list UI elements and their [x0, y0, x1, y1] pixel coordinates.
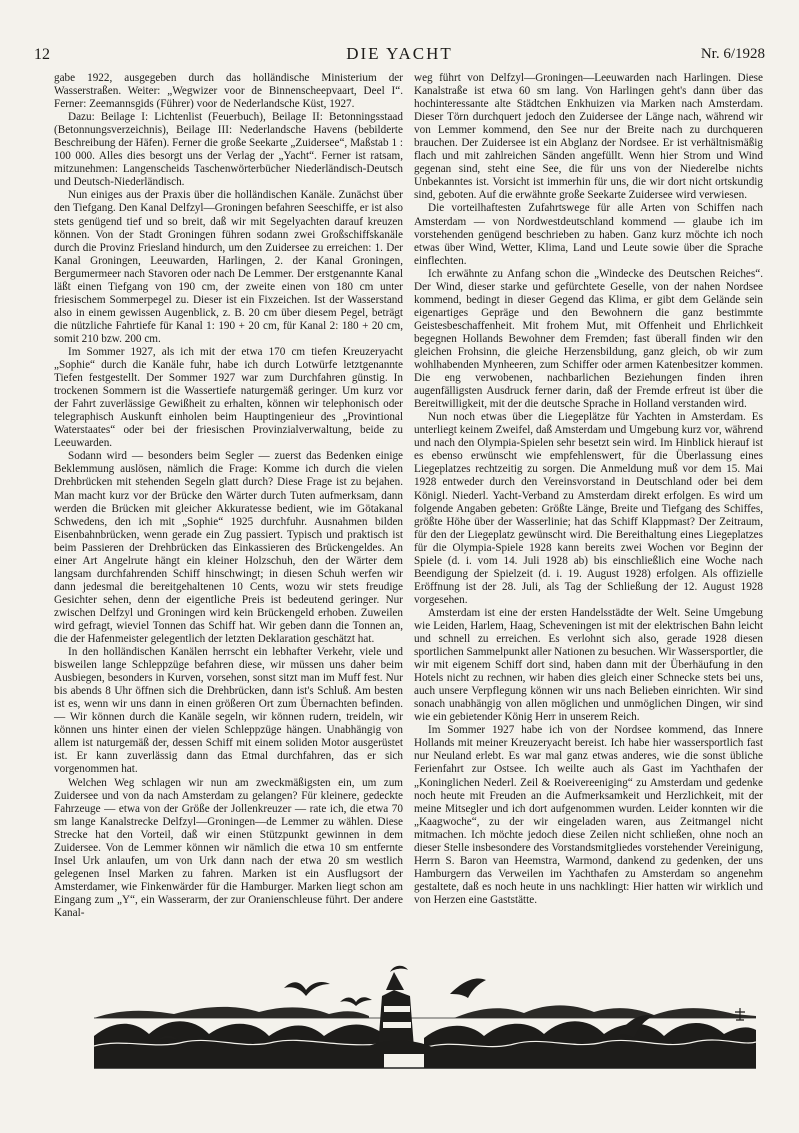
page-header [34, 44, 765, 66]
paragraph: Nun noch etwas über die Liegeplätze für Yachten in Amsterdam. Es unterliegt keinem Zweifel, daß Amsterdam und Umgebung kurz vor, während und nach den Olympia-Spielen sehr besetzt sein wird. Im Hinblick hierauf ist es ebenso erwünscht wie empfehlenswert, für die Überlassung eines Liegeplatzes rechtzeitig zu sorgen. Die Anmeldung muß vor dem 15. Mai 1928 entweder durch den Vereinsvorstand in Deutschland oder bei dem Königl. Niederl. Yacht-Verband zu Amsterdam direkt erfolgen. Es wird um folgende Angaben gebeten: Größte Länge, Breite und Tiefgang des Schiffes, größte Höhe über der Wasserlinie; hat das Schiff Klappmast? Der Zeitraum, für den der Liegeplatz gewünscht wird. Die Bereithaltung eines Liegeplatzes für die Olympia-Spiele 1928 kann bereits zwei Wochen vor Beginn der Spiele (d. i. vom 14. Juli 1928 ab) bis einschließlich eine Woche nach Beendigung der Spielzeit (d. i. 19. August 1928) erfolgen. Als offizielle Eröffnung ist der 28. Juli, als Tag der Schließung der 12. August 1928 vorgesehen. [414, 411, 763, 606]
left-column [54, 72, 403, 920]
hills [454, 1005, 756, 1018]
waves [94, 1021, 384, 1068]
paragraph: Dazu: Beilage I: Lichtenlist (Feuerbuch), Beilage II: Betonningsstaad (Betonnungsverzeichnis), Beilage III: Nederlandsche Havens (bebilderte Beschreibung der Häfen). Ferner die große Seekarte „Zuidersee“, Maßstab 1 : 100 000. Alles dies besorgt uns der Verlag der „Yacht“. Ferner ist ratsam, mitzunehmen: Langenscheids Taschenwörterbücher Niederländisch-Deutsch und Deutsch-Niederländisch. [54, 111, 403, 189]
seagull-icon [450, 979, 486, 998]
seascape-illustration [94, 950, 756, 1072]
paragraph: Nun einiges aus der Praxis über die holländischen Kanäle. Zunächst über den Tiefgang. Den Kanal Delfzyl—Groningen befahren Seeschiffe, er ist also stets genügend tief und so breit, daß wir mit Segelyachten darauf kreuzen können. Von der Stadt Groningen führen sodann zwei Großschiffskanäle durch die Provinz Friesland hindurch, um den Zuidersee zu erreichen: 1. Der Kanal Groningen, Leeuwarden, Harlingen, 2. der Kanal Groningen, Bergumermeer nach Stavoren oder nach De Lemmer. Der erstgenannte Kanal läßt einen Tiefgang von 190 cm, der zweite einen von 180 cm unter friesischem Sommerpegel zu. Dieser ist ein Fixzeichen. Ist der Wasserstand also in einem gewissen Augenblick, z. B. 20 cm über diesem Pegel, beträgt die nützliche Fahrtiefe für Kanal 1: 190 + 20 cm, für Kanal 2: 180 + 20 cm, somit 210 bzw. 200 cm. [54, 189, 403, 345]
issue-number: Nr. 6/1928 [700, 46, 765, 62]
hills [94, 1007, 369, 1018]
paragraph: Ich erwähnte zu Anfang schon die „Windecke des Deutschen Reiches“. Der Wind, dieser starke und gefürchtete Geselle, von der nahen Nordsee kommend, bedingt in dieser Gegend das Klima, er gibt dem Gelände sein eigenartiges Gepräge und den Bewohnern die ganz bestimmte Geistesbeschaffenheit. Mit frohem Mut, mit Offenheit und Ehrlichkeit begegnen Hollands Bewohner dem Fremden; fast überall finden wir den gleichen Frohsinn, die gleiche Herzensbildung, ganz gleich, ob wir zum wohlhabenden Mynheeren, zum Schiffer oder armen Katenbesitzer kommen. Die eng verwobenen, nachbarlichen Beziehungen finden ihren augenfälligsten Ausdruck ferner darin, daß der Fremde erfreut ist über die Bereitwilligkeit, mit der die deutsche Sprache in Holland verstanden wird. [414, 267, 763, 411]
paragraph: Die vorteilhaftesten Zufahrtswege für alle Arten von Schiffen nach Amsterdam — von Nordwestdeutschland kommend — glaube ich im vorstehenden genügend beschrieben zu haben. Ganz kurz möchte ich noch etwas über Wind, Wetter, Klima, Land und Leute sowie über die Sprache einflechten. [414, 202, 763, 267]
seagull-icon [284, 982, 330, 996]
page-number: 12 [34, 46, 50, 63]
paragraph: Im Sommer 1927, als ich mit der etwa 170 cm tiefen Kreuzeryacht „Sophie“ durch die Kanäle fuhr, habe ich durch Lotwürfe letztgenannte Tiefen festgestellt. Der Sommer 1927 war zum Durchfahren günstig. In trockenen Sommern ist die Wassertiefe naturgemäß geringer. Um kurz vor der Fahrt zuverlässige Gewißheit zu erhalten, können wir telephonisch oder telegraphisch Auskunft einholen beim Hauptingenieur des „Provintional Waterstaates“ oder bei der friesischen Provinzialverwaltung, beide zu Leeuwarden. [54, 345, 403, 450]
paragraph: Sodann wird — besonders beim Segler — zuerst das Bedenken einige Beklemmung auslösen, nämlich die Frage: Komme ich durch die vielen Drehbrücken mit stehenden Segeln glatt durch? Diese Frage ist zu bejahen. Man macht kurz vor der Brücke den Wärter durch Tuten aufmerksam, dann werden die Brücken mit gleicher Akkuratesse bedient, wie im Götakanal Schwedens, den ich mit „Sophie“ 1925 durchfuhr. Ausnahmen bilden Eisenbahnbrücken, wenn gerade ein Zug passiert. Typisch und praktisch ist beim Passieren der Drehbrücken das Einkassieren des Brückengeldes. An einer Art Angelrute hängt ein kleiner Holzschuh, den der Wärter dem langsam durchfahrenden Schiff hinschwingt; in diesen Schuh werfen wir dann jedesmal die bereitgehaltenen 10 Cents, wozu wir stets freudige Gesichter sehen, denn der eigentliche Preis ist bedeutend geringer. Nur zwischen Delfzyl und Groningen wird kein Brückengeld erhoben. Zuweilen wird gefragt, wieviel Tonnen das Schiff hat. Wir geben dann die Tonnen an, die der Hafenmeister gelegentlich der letzten Deklaration geschätzt hat. [54, 450, 403, 646]
seagull-icon [340, 997, 372, 1006]
paragraph: Amsterdam ist eine der ersten Handelsstädte der Welt. Seine Umgebung wie Leiden, Harlem, Haag, Scheveningen ist mit der elektrischen Bahn leicht und schnell zu erreichen. Es verlohnt sich also, gerade 1928 diesen sportlichen Sammelpunkt aller Nationen zu besuchen. Wir Wassersportler, die wir mit eigenem Schiff dort sind, haben dann mit der Überhäufung in den Hotels nicht zu rechnen, wir haben dies gleich einer Schnecke stets bei uns, auch unsere Verpflegung können wir uns nach Belieben einrichten. Wir sind sonach unabhängig von allen möglichen und unmöglichen Dingen, wir sind wie ein gebietender König Herr in unserem Reich. [414, 606, 763, 724]
paragraph: Im Sommer 1927 habe ich von der Nordsee kommend, das Innere Hollands mit meiner Kreuzeryacht bereist. Ich habe hier wassersportlich fast nur Neuland erlebt. Es war mal ganz etwas anderes, wie die sonst übliche Ferienfahrt zur Ostsee. Ich weilte auch als Gast im Yachthafen der „Koninglichen Nederl. Zeil & Roeivereeniging“ zu Amsterdam und gedenke noch heute mit Freuden an die Aufmerksamkeit und Herzlichkeit, mit der meine Mitsegler und ich dort aufgenommen wurden. Leider konnten wir die „Kaagwoche“, zu der wir eingeladen waren, aus Zeitmangel nicht mitmachen. Ich möchte jedoch diese Zeilen nicht schließen, ohne noch an dieser Stelle insbesondere des Vorstandsmitgliedes vorstehender Vereinigung, Herrn S. Baron van Heemstra, Warmond, dankend zu gedenken, der uns Hamburgern das Verweilen im Yachthafen zu Amsterdam so angenehm gestaltete, daß es noch heute in uns nachklingt: Hier hatten wir wirklich und von Herzen eine Gaststätte. [414, 724, 763, 906]
right-column [414, 72, 763, 907]
paragraph: gabe 1922, ausgegeben durch das holländische Ministerium der Wasserstraßen. Weiter: „Wegwizer voor de Binnenscheepvaart, Deel I“. Ferner: Zeemannsgids (Führer) voor de Nederlandsche Küst, 1927. [54, 72, 403, 111]
paragraph: weg führt von Delfzyl—Groningen—Leeuwarden nach Harlingen. Diese Kanalstraße ist etwa 60 sm lang. Von Harlingen geht's dann über das hochinteressante alte Städtchen Enkhuizen via Marken nach Amsterdam. Dieser Törn durchquert jedoch den Zuidersee der Länge nach, während wir von Lemmer kommend, den See nur der Breite nach zu durchqueren brauchen. Der Zuidersee ist ein Abglanz der Nordsee. Er ist verhältnismäßig flach und mit zahlreichen Sänden angefüllt. Wenn hier Strom und Wind gegenan sind, steht eine See, die für uns von der Niederelbe nichts Unbekanntes ist. Vorsicht ist immerhin für uns, die wir dort nicht ortskundig sind, geboten. Auf die erwähnte große Seekarte Zuidersee wird verwiesen. [414, 72, 763, 202]
paragraph: In den holländischen Kanälen herrscht ein lebhafter Verkehr, viele und bisweilen lange Schleppzüge befahren diese, wir müssen uns daher beim Ausbiegen, besonders in Kurven, vorsehen, sonst sitzt man im Muff fest. Nur bis abends 8 Uhr öffnen sich die Drehbrücken, dann ist's Schluß. Am besten ist es, wenn wir uns dann in einen größeren Ort zum Übernachten befinden. — Wir können durch die Kanäle segeln, wir können rudern, treideln, wir können uns hinter einen der vielen Schleppzüge hängen. Unabhängig von allem ist naturgemäß der, dessen Schiff mit einem soliden Motor ausgerüstet ist. Er kann zuverlässig dann das Etmal durchfahren, das er sich vorgenommen hat. [54, 646, 403, 776]
journal-title: DIE YACHT [346, 44, 453, 63]
paragraph: Welchen Weg schlagen wir nun am zweckmäßigsten ein, um zum Zuidersee und von da nach Amsterdam zu gelangen? Für kleinere, gedeckte Fahrzeuge — etwa von der Größe der Jollenkreuzer — rate ich, die etwa 70 sm lange Kanalstrecke Delfzyl—Groningen—de Lemmer zu wählen. Diese Strecke hat den Vorteil, daß wir einen Stützpunkt gewinnen in dem Zuidersee. Von de Lemmer können wir nämlich die etwa 10 sm entfernte Insel Urk anlaufen, um von Urk dann nach der etwa 20 sm westlich gelegenen Insel Marken zu fahren. Marken ist ein Ausflugsort der Amsterdamer, wie Finkenwärder für die Hamburger. Marken liegt schon am Eingang zum „Y“, ein Wasserarm, der zur Oranienschleuse führt. Der andere Kanal- [54, 776, 403, 919]
